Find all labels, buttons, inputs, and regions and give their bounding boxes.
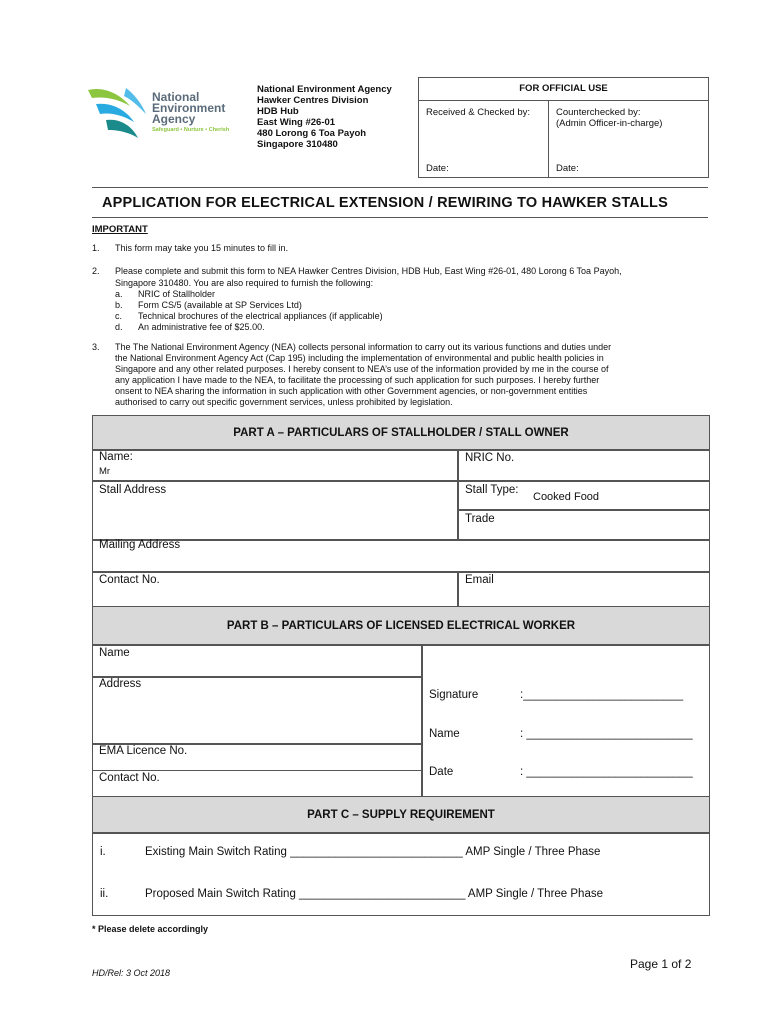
stall-type-value: Cooked Food (533, 491, 600, 503)
nric-field[interactable] (457, 449, 710, 482)
form-title: APPLICATION FOR ELECTRICAL EXTENSION / REWIRING TO HAWKER STALLS (102, 195, 668, 211)
item-text: authorised to carry out specific government services, unless prohibited by legislation. (115, 397, 453, 407)
item-text: the National Environment Agency Act (Cap 195) including the implementation of environmental and public health policies in (115, 353, 604, 363)
item-text: This form may take you 15 minutes to fill in. (115, 243, 289, 253)
contact-no-field[interactable] (92, 571, 459, 608)
address-line: 480 Lorong 6 Toa Payoh (257, 128, 367, 139)
logo-line1: National (152, 90, 200, 104)
official-use-box (418, 77, 709, 178)
revision-label: HD/Rel: 3 Oct 2018 (92, 968, 171, 978)
item-number: 1. (92, 243, 100, 253)
agency-address (257, 84, 392, 150)
sub-text: NRIC of Stallholder (138, 289, 216, 299)
nea-logo-mark (86, 84, 150, 142)
title-top-rule (92, 187, 708, 188)
item-text: Singapore 310480. You are also required to furnish the following: (115, 278, 374, 288)
item-number: 2. (92, 266, 100, 276)
worker-name-field[interactable] (92, 644, 423, 678)
row-number: i. (100, 846, 106, 858)
sign-name-line[interactable]: : __________________________ (520, 728, 693, 740)
signature-line[interactable]: :_________________________ (520, 689, 684, 701)
address-line: HDB Hub (257, 106, 299, 117)
signature-label: Signature (429, 689, 479, 701)
worker-contact-label: Contact No. (99, 772, 160, 784)
official-divider (548, 100, 549, 177)
worker-contact-field[interactable] (92, 770, 423, 798)
official-date-left: Date: (426, 163, 449, 174)
sign-date-label: Date (429, 766, 454, 778)
nea-logo (86, 84, 236, 144)
sign-date-line[interactable]: : __________________________ (520, 766, 693, 778)
address-line: Singapore 310480 (257, 139, 338, 150)
title-bottom-rule (92, 217, 708, 218)
official-date-right: Date: (556, 163, 579, 174)
address-line: East Wing #26-01 (257, 117, 336, 128)
item-text: onsent to NEA sharing the information in such application with other Government agencies, or non-government entities (115, 386, 588, 396)
worker-address-label: Address (99, 678, 142, 690)
name-label: Name: (99, 451, 133, 463)
signature-block (421, 644, 710, 798)
existing-rating-row[interactable]: Existing Main Switch Rating ___________________________ AMP Single / Three Phase (145, 846, 601, 858)
supply-requirement-box (92, 832, 710, 916)
mailing-address-label: Mailing Address (99, 539, 181, 551)
page-number: Page 1 of 2 (630, 957, 692, 971)
stall-type-field[interactable] (457, 480, 710, 511)
ema-licence-label: EMA Licence No. (99, 745, 188, 757)
item-text: any application I have made to the NEA, to facilitate the processing of such application for such purposes. I hereby further (115, 375, 600, 385)
row-number: ii. (100, 888, 109, 900)
received-label: Received & Checked by: (426, 107, 531, 118)
address-line: Hawker Centres Division (257, 95, 369, 106)
stall-address-label: Stall Address (99, 484, 167, 496)
worker-address-field[interactable] (92, 676, 423, 745)
part-a-header: PART A – PARTICULARS OF STALLHOLDER / STALL OWNER (92, 415, 710, 451)
name-value: Mr (99, 466, 111, 477)
admin-label: (Admin Officer-in-charge) (556, 118, 663, 129)
footnote: * Please delete accordingly (92, 924, 209, 934)
sign-name-label: Name (429, 728, 460, 740)
sub-key: d. (115, 322, 123, 332)
part-b-header: PART B – PARTICULARS OF LICENSED ELECTRICAL WORKER (92, 606, 710, 646)
stallholder-name-field[interactable] (92, 449, 459, 482)
address-line: National Environment Agency (257, 84, 392, 95)
logo-tagline: Safeguard • Nurture • Cherish (152, 127, 230, 133)
proposed-rating-row[interactable]: Proposed Main Switch Rating __________________________ AMP Single / Three Phase (145, 888, 603, 900)
logo-line2: Environment (152, 101, 226, 115)
sub-key: a. (115, 289, 123, 299)
item-text: Singapore and any other related purposes. I hereby consent to NEA’s use of the information provided by me in the course of (115, 364, 609, 374)
part-c-header: PART C – SUPPLY REQUIREMENT (92, 796, 710, 834)
sub-key: c. (115, 311, 123, 321)
email-label: Email (465, 574, 494, 586)
sub-text: Form CS/5 (available at SP Services Ltd) (138, 300, 302, 310)
contact-label: Contact No. (99, 574, 160, 586)
logo-line3: Agency (152, 112, 196, 126)
official-use-title: FOR OFFICIAL USE (419, 78, 708, 101)
nric-label: NRIC No. (465, 452, 515, 464)
item-text: Please complete and submit this form to NEA Hawker Centres Division, HDB Hub, East Wing #26-01, 480 Lorong 6 Toa Payoh, (115, 266, 622, 276)
worker-name-label: Name (99, 647, 130, 659)
mailing-address-field[interactable] (92, 539, 710, 573)
important-heading: IMPORTANT (92, 224, 148, 235)
email-field[interactable] (457, 571, 710, 608)
sub-text: An administrative fee of $25.00. (138, 322, 265, 332)
trade-label: Trade (465, 513, 495, 525)
stall-address-field[interactable] (92, 480, 459, 541)
stall-type-label: Stall Type: (465, 484, 519, 496)
item-text: The The National Environment Agency (NEA) collects personal information to carry out its various functions and duties under (115, 342, 612, 352)
counterchecked-label: Counterchecked by: (556, 107, 641, 118)
ema-licence-field[interactable] (92, 743, 423, 771)
trade-field[interactable] (457, 509, 710, 541)
sub-key: b. (115, 300, 123, 310)
sub-text: Technical brochures of the electrical appliances (if applicable) (138, 311, 383, 321)
item-number: 3. (92, 342, 100, 352)
